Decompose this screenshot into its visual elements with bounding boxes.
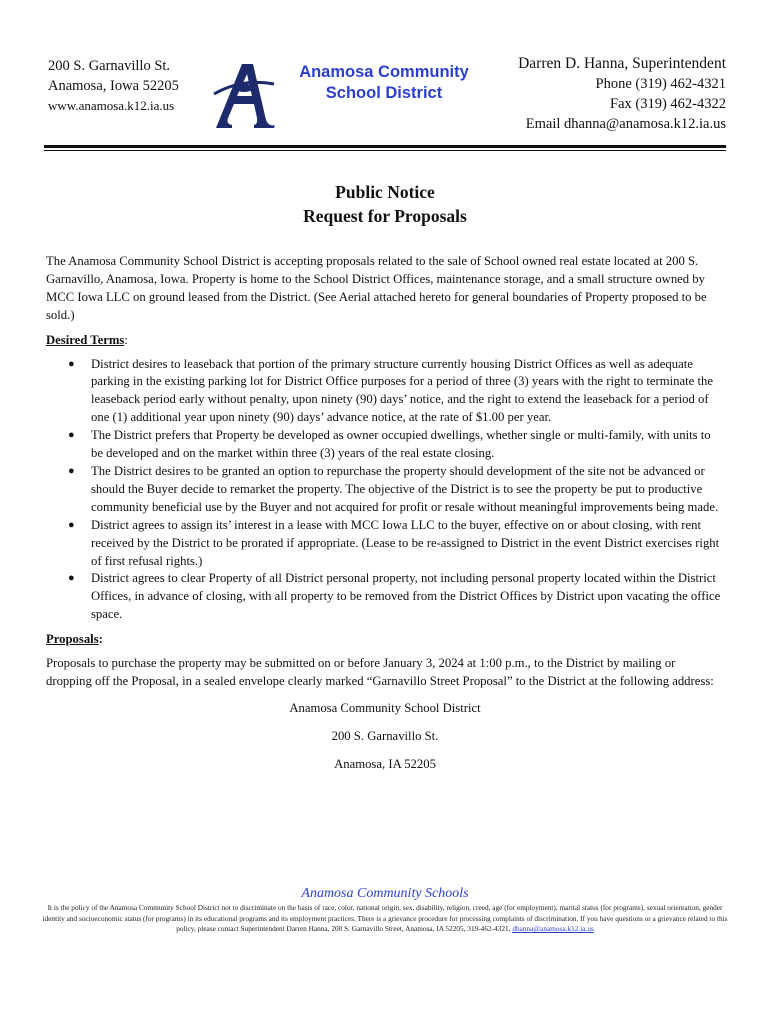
fax-number: Fax (319) 462-4322 xyxy=(610,96,726,112)
term-text: District agrees to assign its’ interest in a lease with MCC Iowa LLC to the buyer, effective on or about closing, with rent received by the District to be prorated if appropriate. (Lease to be re-assigned to District in the event District exercises right of first refusal rights.) xyxy=(91,517,720,568)
mailing-address xyxy=(46,699,724,783)
phone-number: Phone (319) 462-4321 xyxy=(595,76,726,92)
list-item xyxy=(46,427,724,463)
list-item xyxy=(46,517,724,571)
proposals-colon: : xyxy=(98,632,103,647)
district-name-line-1: Anamosa Community xyxy=(299,63,469,81)
term-text: The District prefers that Property be developed as owner occupied dwellings, whether single or multi-family, with units to be developed and on the market within three (3) years of the real estate closing. xyxy=(91,428,711,461)
district-name-line-2: School District xyxy=(325,84,443,102)
mailing-address-line: 200 S. Garnavillo St. xyxy=(331,728,439,743)
bullet-icon: ● xyxy=(68,518,75,531)
footer-school-name: Anamosa Community Schools xyxy=(301,886,469,901)
term-text: District desires to leaseback that portion of the primary structure currently housing District Offices as well as adequate parking in the existing parking lot for District Office purposes for a period of three (3) years with the right to terminate the leaseback period early without penalty, upon ninety (90) days’ notice, and the right to extend the leaseback for a period of one (1) additional year upon ninety (90) days’ advance notice, at the rate of $1.00 per year. xyxy=(91,356,713,425)
desired-terms-colon: : xyxy=(124,332,128,347)
superintendent-contact-block xyxy=(518,54,726,134)
district-name xyxy=(290,62,478,104)
list-item xyxy=(46,570,724,624)
intro-paragraph: The Anamosa Community School District is accepting proposals related to the sale of School owned real estate located at 200 S. Garnavillo, Anamosa, Iowa. Property is home to the School District Offices, maintenance storage, and a small structure owned by MCC Iowa LLC on ground leased from the District. (See Aerial attached hereto for general boundaries of Property proposed to be sold.) xyxy=(46,254,707,322)
desired-terms-heading-text: Desired Terms xyxy=(46,332,125,347)
anamosa-a-logo-icon xyxy=(212,58,278,130)
desired-terms-heading xyxy=(46,332,724,350)
page-footer xyxy=(40,885,730,935)
nondiscrimination-policy xyxy=(40,903,730,935)
letterhead-divider-thick xyxy=(44,145,726,148)
notice-body xyxy=(46,253,724,783)
proposals-heading-text: Proposals xyxy=(46,632,99,647)
superintendent-name: Darren D. Hanna, Superintendent xyxy=(518,55,726,72)
proposals-heading xyxy=(46,631,724,649)
address-line-1: 200 S. Garnavillo St. xyxy=(48,58,171,74)
policy-email-link[interactable]: dhanna@anamosa.k12.ia.us xyxy=(512,924,594,933)
desired-terms-list xyxy=(46,356,724,625)
letterhead-divider-thin xyxy=(44,150,726,151)
bullet-icon: ● xyxy=(68,357,75,370)
district-address-block xyxy=(48,56,179,116)
website-link[interactable]: www.anamosa.k12.ia.us xyxy=(48,98,175,113)
address-line-2: Anamosa, Iowa 52205 xyxy=(48,78,179,94)
bullet-icon: ● xyxy=(68,429,75,442)
list-item xyxy=(46,356,724,428)
term-text: The District desires to be granted an option to repurchase the property should development of the site not be advanced or should the Buyer decide to remarket the property. The objective of the District is to see the property be put to productive community beneficial use by the Buyer and not acquired for profit or resale without meaningful improvements being made. xyxy=(91,463,719,514)
email-address: Email dhanna@anamosa.k12.ia.us xyxy=(525,116,726,132)
notice-subtitle: Request for Proposals xyxy=(303,206,467,226)
notice-title: Public Notice xyxy=(335,182,435,202)
bullet-icon: ● xyxy=(68,464,75,477)
list-item xyxy=(46,463,724,517)
bullet-icon: ● xyxy=(68,572,75,585)
mailing-address-line: Anamosa, IA 52205 xyxy=(334,756,436,771)
term-text: District agrees to clear Property of all District personal property, not including personal property located within the District Offices, in advance of closing, with all property to be removed from the District Offices by District upon vacating the office space. xyxy=(91,571,721,622)
proposals-paragraph: Proposals to purchase the property may be submitted on or before January 3, 2024 at 1:00 p.m., to the District by mailing or dropping off the Proposal, in a sealed envelope clearly marked “Garnavillo Street Proposal” to the District at the following address: xyxy=(46,656,714,688)
mailing-address-line: Anamosa Community School District xyxy=(289,700,481,715)
notice-titles xyxy=(0,180,770,228)
policy-text: It is the policy of the Anamosa Community School District not to discriminate on the basis of race, color, national origin, sex, disability, religion, creed, age (for employment), marital status (for programs), sexual orientation, gender identity and socioeconomic status (for programs) in its educational programs and its employment practices. There is a grievance procedure for processing complaints of discrimination. If you have questions or a grievance related to this policy, please contact Superintendent Darren Hanna, 200 S. Garnavillo Street, Anamosa, IA 52205, 319-462-4321, xyxy=(42,903,728,933)
